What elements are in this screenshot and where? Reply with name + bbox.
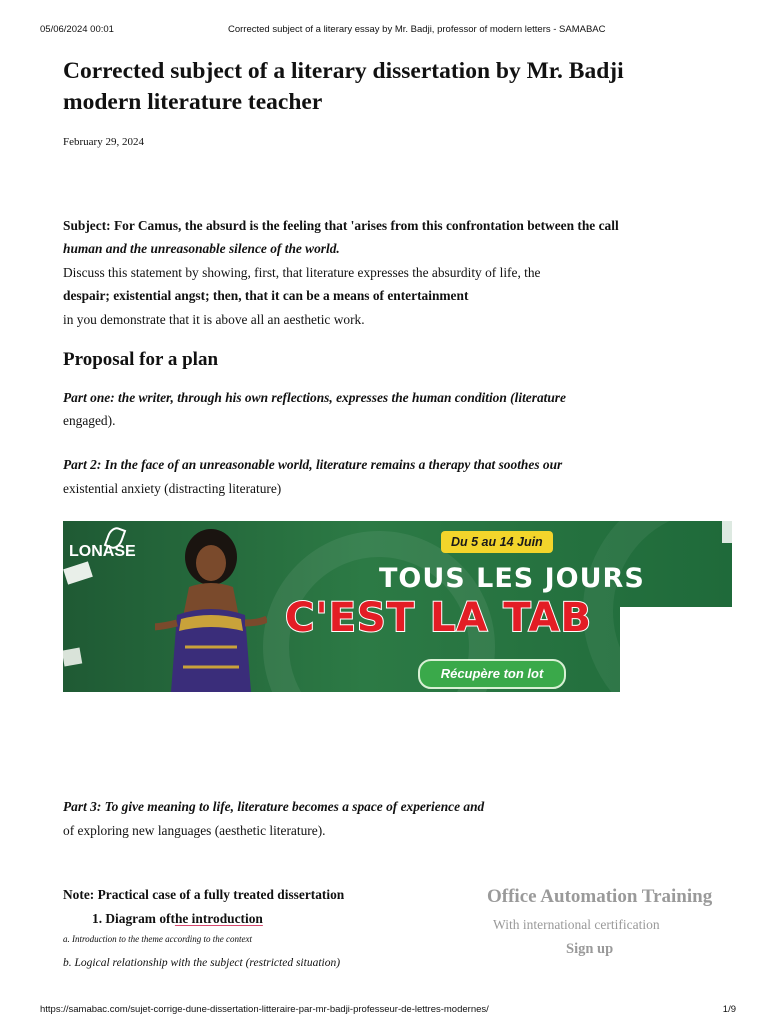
print-header xyxy=(40,24,740,38)
note-heading: Note: Practical case of a fully treated dissertation xyxy=(63,887,345,902)
part1-line-1: Part one: the writer, through his own reflections, expresses the human condition (literature xyxy=(63,390,566,405)
discuss-line-1: Discuss this statement by showing, first, that literature expresses the absurdity of life, the xyxy=(63,265,541,280)
ad-title: Office Automation Training xyxy=(487,886,713,907)
diagram-heading xyxy=(92,911,263,927)
introduction-link[interactable]: he introduction xyxy=(174,911,263,926)
print-footer xyxy=(40,1004,740,1018)
diagram-prefix: 1. Diagram oft xyxy=(92,911,175,926)
page-url: https://samabac.com/sujet-corrige-dune-dissertation-litteraire-par-mr-badji-professeur-de-lettres-modernes/ xyxy=(40,1004,489,1015)
lonase-logo: LONASE xyxy=(69,543,136,560)
ad-overlay-block xyxy=(620,607,732,692)
plan-heading: Proposal for a plan xyxy=(63,349,219,370)
subject-line-1: Subject: For Camus, the absurd is the feeling that 'arises from this confrontation between the call xyxy=(63,218,619,233)
part2-line-1: Part 2: In the face of an unreasonable world, literature remains a therapy that soothes our xyxy=(63,457,563,472)
subject-line-2: human and the unreasonable silence of the world. xyxy=(63,241,340,256)
discuss-line-3: in you demonstrate that it is above all an aesthetic work. xyxy=(63,312,365,327)
sub-point-b: b. Logical relationship with the subject (restricted situation) xyxy=(63,957,341,969)
print-doc-title: Corrected subject of a literary essay by Mr. Badji, professor of modern letters - SAMABAC xyxy=(228,24,606,35)
discuss-line-2: despair; existential angst; then, that it can be a means of entertainment xyxy=(63,288,469,303)
part3-line-1: Part 3: To give meaning to life, literature becomes a space of experience and xyxy=(63,799,485,814)
promo-dates-badge: Du 5 au 14 Juin xyxy=(441,531,553,553)
sub-point-a: a. Introduction to the theme according to the context xyxy=(63,934,253,944)
claim-prize-button[interactable]: Récupère ton lot xyxy=(418,659,566,689)
part3-line-2: of exploring new languages (aesthetic literature). xyxy=(63,823,326,838)
sign-up-button[interactable]: Sign up xyxy=(566,941,614,957)
flying-paper-shape xyxy=(63,648,82,667)
article-title: Corrected subject of a literary dissertation by Mr. Badji modern literature teacher xyxy=(63,58,624,115)
flying-paper-shape xyxy=(63,561,93,584)
ad-close-tab[interactable] xyxy=(722,521,732,543)
print-date: 05/06/2024 00:01 xyxy=(40,24,114,35)
part2-line-2: existential anxiety (distracting literature) xyxy=(63,481,282,496)
woman-illustration xyxy=(155,527,267,692)
part1-line-2: engaged). xyxy=(63,413,116,428)
banner-headline-2: C'EST LA TAB xyxy=(285,595,592,641)
page-number: 1/9 xyxy=(722,1004,736,1015)
ad-subtitle: With international certification xyxy=(493,917,660,932)
lonase-banner-ad[interactable] xyxy=(63,521,732,692)
banner-headline-1: TOUS LES JOURS xyxy=(379,563,645,594)
post-date: February 29, 2024 xyxy=(63,136,144,148)
